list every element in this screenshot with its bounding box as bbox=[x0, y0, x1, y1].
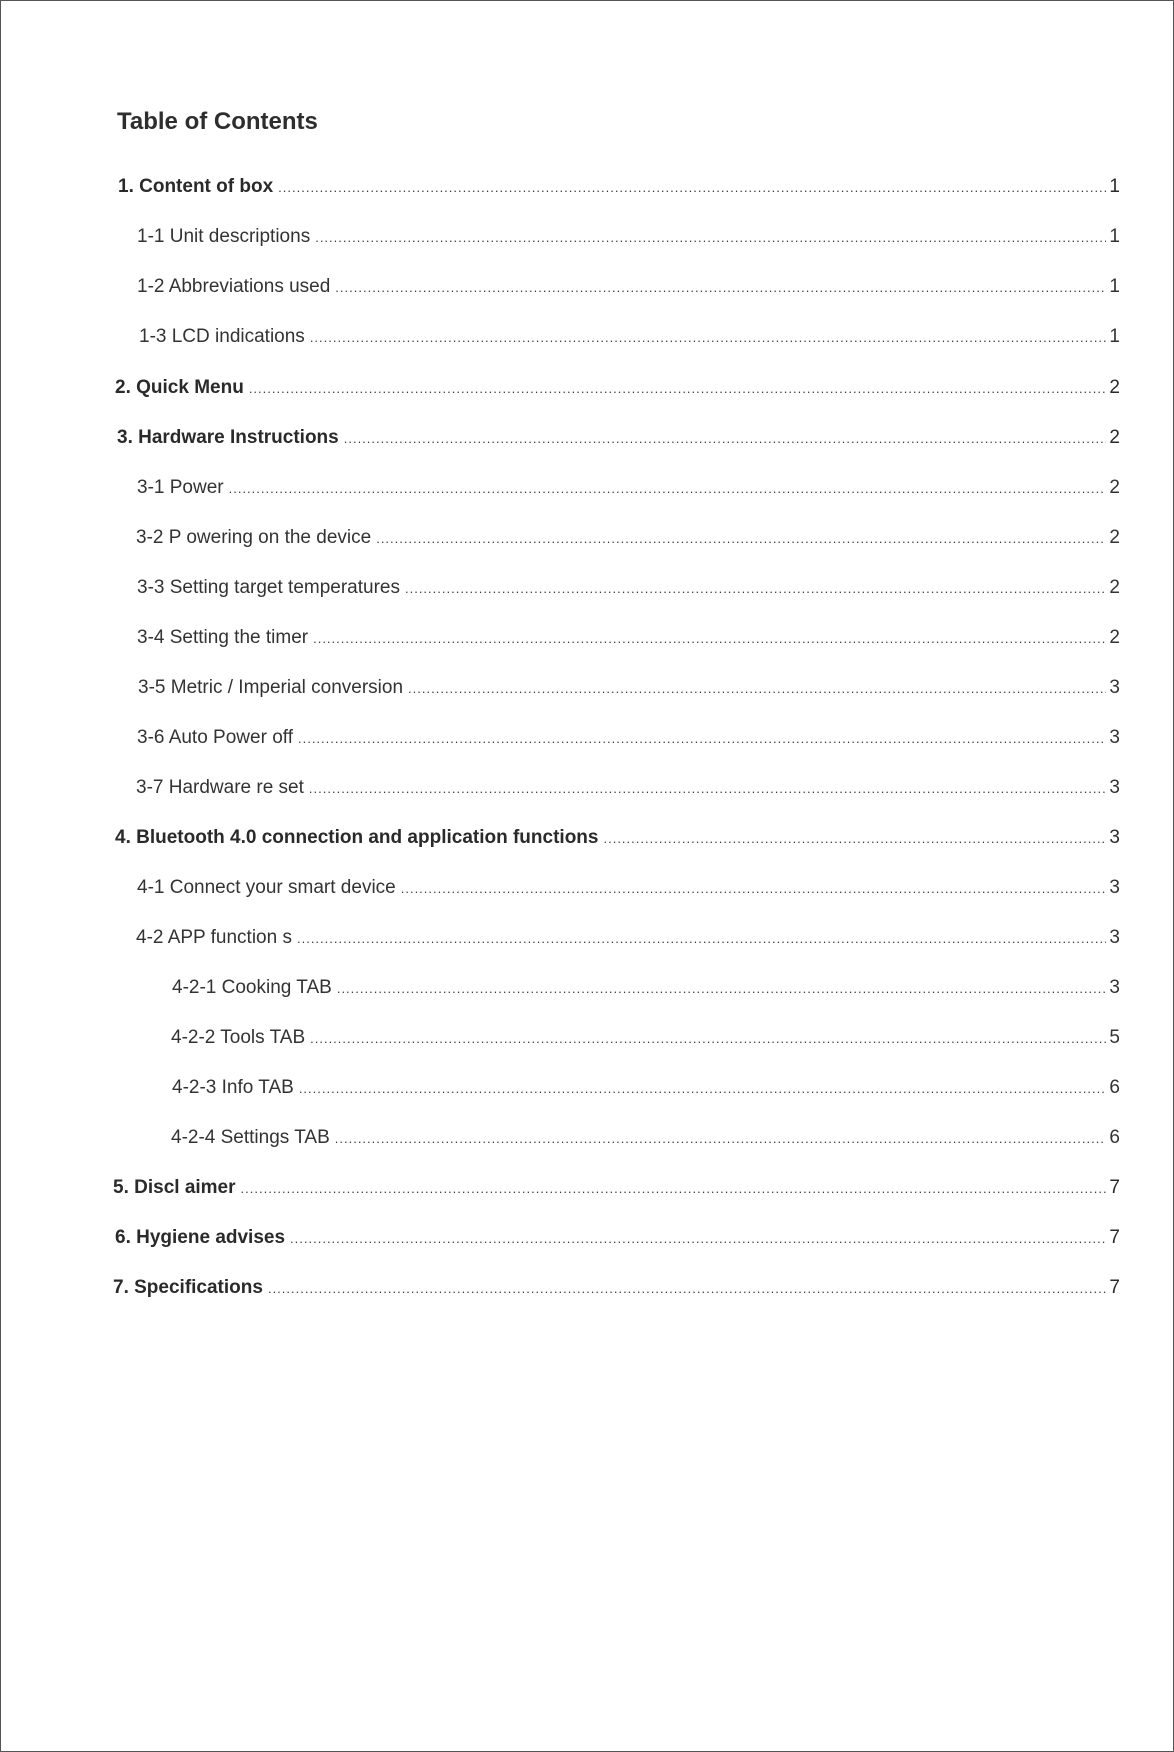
toc-entry-label: 3-7 Hardware re set bbox=[136, 777, 304, 798]
toc-entry-unit-descriptions[interactable] bbox=[137, 224, 1120, 250]
toc-entry-label: 4-2-3 Info TAB bbox=[172, 1077, 294, 1098]
toc-entry-page: 2 bbox=[1109, 627, 1120, 648]
toc-entry-page: 1 bbox=[1109, 276, 1120, 297]
toc-entry-label: 3. Hardware Instructions bbox=[117, 427, 339, 448]
toc-entry-connect-smart-device[interactable] bbox=[137, 875, 1120, 901]
toc-entry-page: 7 bbox=[1109, 1277, 1120, 1298]
toc-entry-label: 7. Specifications bbox=[113, 1277, 263, 1298]
toc-entry-page: 7 bbox=[1109, 1227, 1120, 1248]
toc-entry-label: 4-1 Connect your smart device bbox=[137, 877, 396, 898]
dot-leader bbox=[309, 776, 1107, 802]
dot-leader bbox=[249, 376, 1107, 402]
dot-leader bbox=[335, 1126, 1107, 1152]
toc-entry-label: 3-3 Setting target temperatures bbox=[137, 577, 400, 598]
toc-entry-label: 4-2-4 Settings TAB bbox=[171, 1127, 330, 1148]
toc-entry-disclaimer[interactable] bbox=[113, 1175, 1120, 1201]
toc-entry-page: 2 bbox=[1109, 377, 1120, 398]
dot-leader bbox=[241, 1176, 1107, 1202]
dot-leader bbox=[298, 726, 1106, 752]
toc-entry-label: 4-2 APP function s bbox=[136, 927, 292, 948]
dot-leader bbox=[315, 225, 1106, 251]
dot-leader bbox=[290, 1226, 1106, 1252]
toc-entry-label: 1-3 LCD indications bbox=[139, 326, 305, 347]
toc-entry-setting-the-timer[interactable] bbox=[137, 625, 1120, 651]
page-title: Table of Contents bbox=[117, 108, 318, 135]
toc-entry-page: 5 bbox=[1109, 1027, 1120, 1048]
toc-entry-label: 1-2 Abbreviations used bbox=[137, 276, 331, 297]
toc-entry-page: 3 bbox=[1109, 977, 1120, 998]
toc-entry-label: 3-5 Metric / Imperial conversion bbox=[138, 677, 404, 698]
dot-leader bbox=[344, 426, 1107, 452]
toc-entry-page: 3 bbox=[1109, 777, 1120, 798]
toc-entry-page: 2 bbox=[1109, 477, 1120, 498]
toc-entry-hardware-instructions[interactable] bbox=[117, 425, 1120, 451]
dot-leader bbox=[229, 476, 1107, 502]
toc-entry-label: 2. Quick Menu bbox=[115, 377, 244, 398]
toc-entry-metric-imperial-conversion[interactable] bbox=[138, 675, 1120, 701]
dot-leader bbox=[310, 1026, 1106, 1052]
toc-entry-power[interactable] bbox=[137, 475, 1120, 501]
toc-entry-label: 4-2-1 Cooking TAB bbox=[172, 977, 332, 998]
toc-entry-specifications[interactable] bbox=[113, 1275, 1120, 1301]
toc-entry-quick-menu[interactable] bbox=[115, 375, 1120, 401]
dot-leader bbox=[268, 1276, 1106, 1302]
toc-entry-page: 6 bbox=[1109, 1077, 1120, 1098]
dot-leader bbox=[313, 626, 1106, 652]
toc-entry-page: 6 bbox=[1109, 1127, 1120, 1148]
dot-leader bbox=[278, 175, 1106, 201]
toc-entry-info-tab[interactable] bbox=[172, 1075, 1120, 1101]
toc-entry-page: 3 bbox=[1109, 927, 1120, 948]
toc-entry-cooking-tab[interactable] bbox=[172, 975, 1120, 1001]
toc-entry-powering-on[interactable] bbox=[136, 525, 1120, 551]
dot-leader bbox=[603, 826, 1106, 852]
toc-entry-label: 3-6 Auto Power off bbox=[137, 727, 293, 748]
dot-leader bbox=[376, 526, 1106, 552]
toc-entry-label: 4-2-2 Tools TAB bbox=[171, 1027, 306, 1048]
dot-leader bbox=[310, 325, 1107, 351]
toc-entry-page: 3 bbox=[1109, 677, 1120, 698]
dot-leader bbox=[337, 976, 1107, 1002]
toc-entry-page: 3 bbox=[1109, 727, 1120, 748]
toc-entry-page: 3 bbox=[1109, 827, 1120, 848]
toc-entry-hygiene-advises[interactable] bbox=[115, 1225, 1120, 1251]
toc-entry-label: 3-4 Setting the timer bbox=[137, 627, 309, 648]
toc-entry-page: 1 bbox=[1109, 326, 1120, 347]
toc-entry-label: 3-1 Power bbox=[137, 477, 224, 498]
dot-leader bbox=[408, 676, 1106, 702]
toc-entry-page: 2 bbox=[1109, 527, 1120, 548]
toc-entry-setting-target-temperatures[interactable] bbox=[137, 575, 1120, 601]
toc-entry-page: 1 bbox=[1109, 226, 1120, 247]
toc-entry-auto-power-off[interactable] bbox=[137, 725, 1120, 751]
toc-entry-label: 5. Discl aimer bbox=[113, 1177, 236, 1198]
dot-leader bbox=[405, 576, 1106, 602]
toc-entry-hardware-reset[interactable] bbox=[136, 775, 1120, 801]
toc-entry-page: 2 bbox=[1109, 427, 1120, 448]
toc-entry-tools-tab[interactable] bbox=[171, 1025, 1120, 1051]
toc-entry-page: 3 bbox=[1109, 877, 1120, 898]
toc-entry-abbreviations-used[interactable] bbox=[137, 274, 1120, 300]
toc-entry-content-of-box[interactable] bbox=[118, 174, 1120, 200]
toc-entry-label: 1. Content of box bbox=[118, 176, 274, 197]
dot-leader bbox=[299, 1076, 1107, 1102]
toc-entry-label: 1-1 Unit descriptions bbox=[137, 226, 311, 247]
toc-entry-lcd-indications[interactable] bbox=[139, 324, 1120, 350]
toc-entry-page: 1 bbox=[1109, 176, 1120, 197]
dot-leader bbox=[401, 876, 1107, 902]
dot-leader bbox=[297, 926, 1106, 952]
toc-entry-label: 4. Bluetooth 4.0 connection and application functions bbox=[115, 827, 599, 848]
toc-entry-page: 2 bbox=[1109, 577, 1120, 598]
toc-entry-bluetooth-connection[interactable] bbox=[115, 825, 1120, 851]
dot-leader bbox=[335, 275, 1106, 301]
toc-entry-label: 3-2 P owering on the device bbox=[136, 527, 372, 548]
toc-entry-label: 6. Hygiene advises bbox=[115, 1227, 286, 1248]
toc-entry-app-functions[interactable] bbox=[136, 925, 1120, 951]
toc-entry-settings-tab[interactable] bbox=[171, 1125, 1120, 1151]
toc-entry-page: 7 bbox=[1109, 1177, 1120, 1198]
